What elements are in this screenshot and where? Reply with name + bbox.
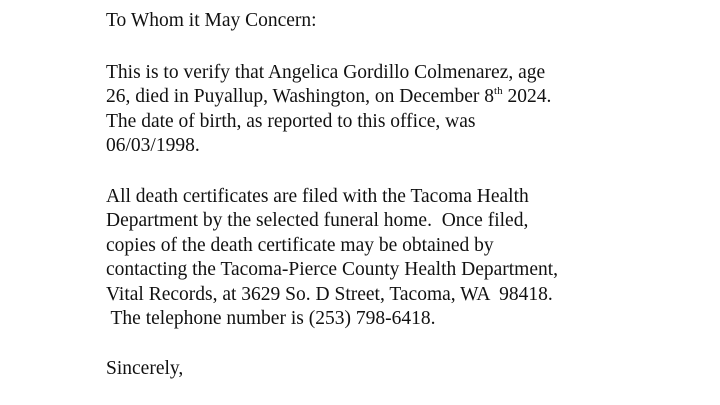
date-text: 26, died in Puyallup, Washington, on December 8 <box>106 86 495 107</box>
paragraph2-line5: Vital Records, at 3629 So. D Street, Tacoma, WA 98418. <box>106 284 553 305</box>
closing: Sincerely, <box>106 358 184 379</box>
ordinal-suffix: th <box>494 85 503 97</box>
paragraph2-line4: contacting the Tacoma-Pierce County Health Department, <box>106 259 559 280</box>
paragraph1-line3: The date of birth, as reported to this office, was <box>106 111 476 132</box>
paragraph2-line3: copies of the death certificate may be obtained by <box>106 235 494 256</box>
salutation: To Whom it May Concern: <box>106 10 317 31</box>
paragraph1-line1: This is to verify that Angelica Gordillo Colmenarez, age <box>106 62 546 83</box>
year-text: 2024. <box>502 86 552 107</box>
paragraph2-line2: Department by the selected funeral home. Once filed, <box>106 210 529 231</box>
paragraph2-line1: All death certificates are filed with the Tacoma Health <box>106 186 529 207</box>
paragraph2-line6: The telephone number is (253) 798-6418. <box>106 308 436 329</box>
paragraph1-line2 <box>106 85 551 109</box>
paragraph1-line4: 06/03/1998. <box>106 135 200 156</box>
